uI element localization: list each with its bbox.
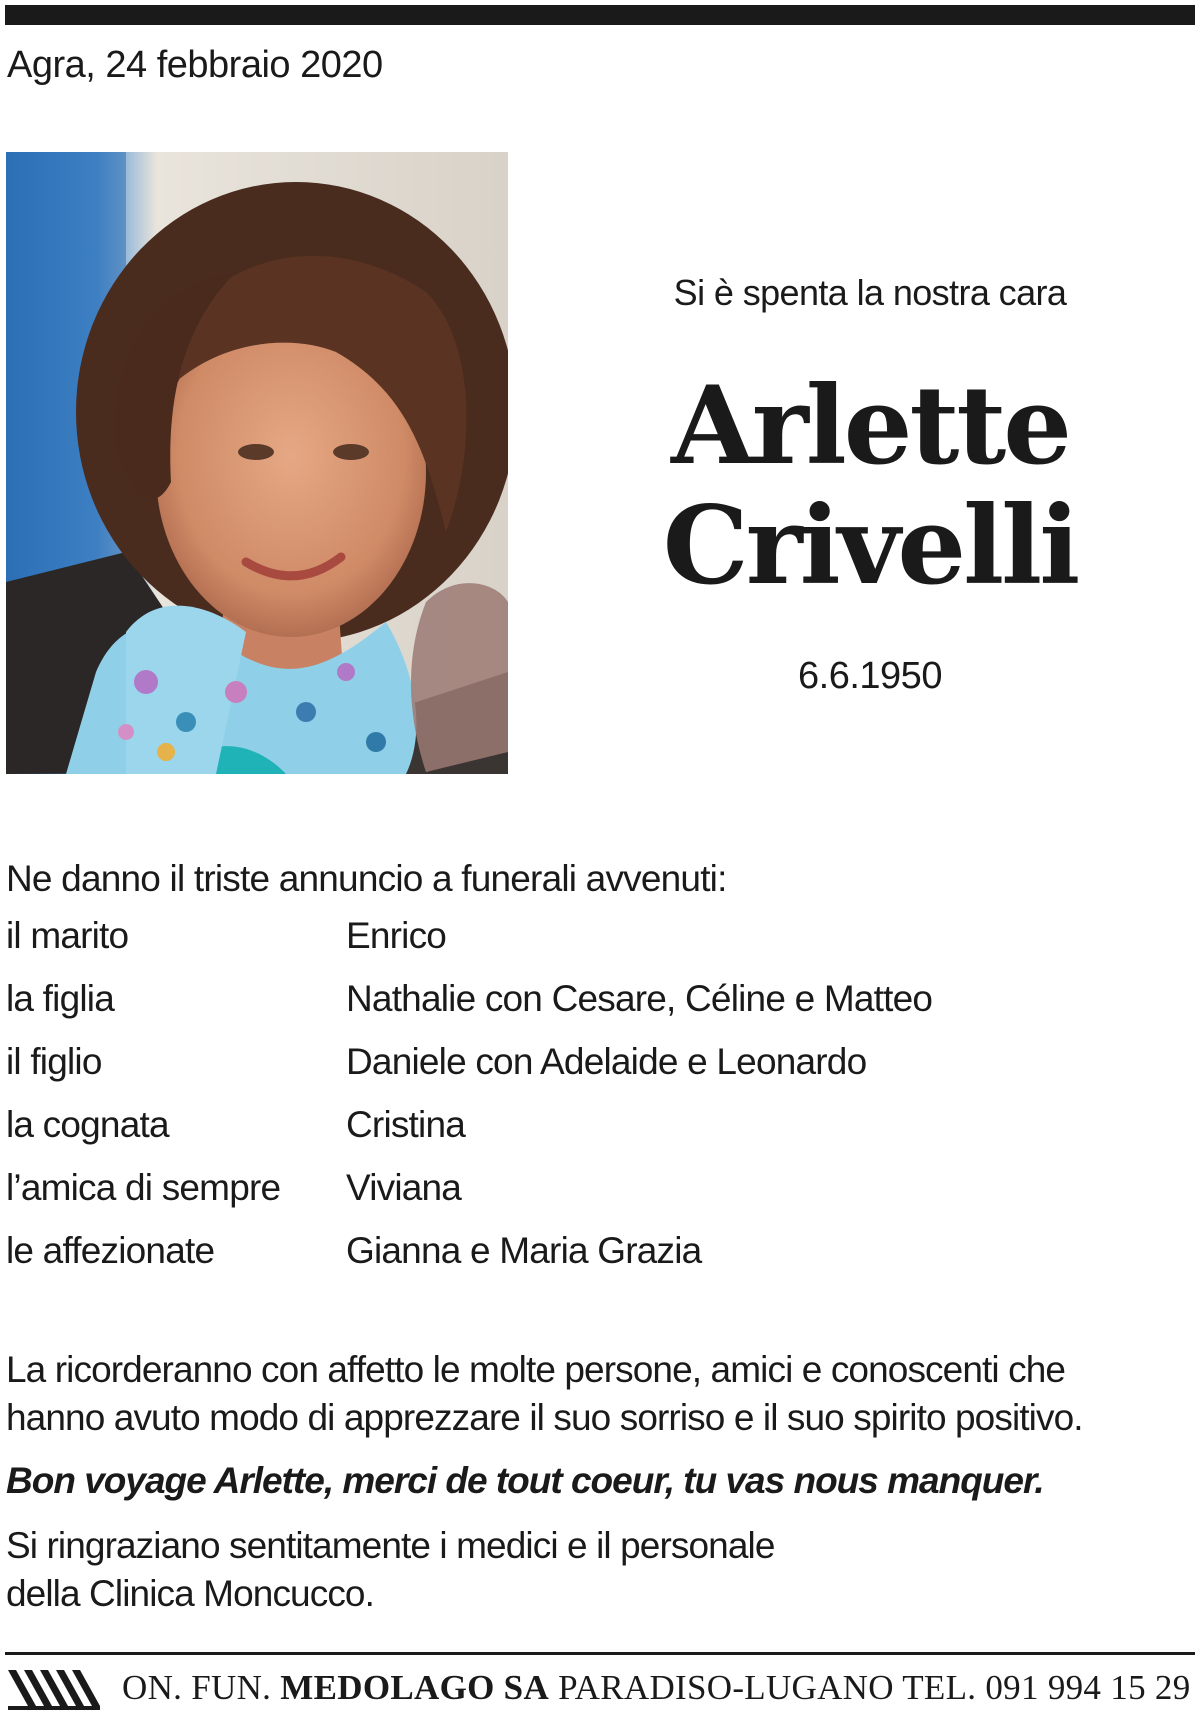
mourner-relation: l’amica di sempre xyxy=(6,1167,281,1208)
top-rule xyxy=(5,5,1195,25)
first-name: Arlette xyxy=(671,363,1069,489)
remembrance-line: La ricorderanno con affetto le molte persone, amici e conoscenti che xyxy=(6,1349,1066,1390)
mourner-names: Cristina xyxy=(346,1104,466,1145)
mourner-names: Daniele con Adelaide e Leonardo xyxy=(346,1041,867,1082)
thanks-paragraph xyxy=(6,1522,775,1618)
mourner-row xyxy=(6,978,1186,1041)
portrait-photo xyxy=(6,152,508,774)
mourner-names: Enrico xyxy=(346,915,447,956)
mourner-row xyxy=(6,915,1186,978)
mourner-row xyxy=(6,1230,1186,1293)
mourner-row xyxy=(6,1167,1186,1230)
birth-date: 6.6.1950 xyxy=(798,655,942,697)
mourner-names: Viviana xyxy=(346,1167,462,1208)
thanks-line: Si ringraziano sentitamente i medici e il personale xyxy=(6,1525,775,1566)
footer-prefix: ON. FUN. xyxy=(122,1668,272,1707)
portrait-illustration xyxy=(6,152,508,774)
announcement-text: Ne danno il triste annuncio a funerali avvenuti: xyxy=(6,858,727,899)
footer-brand: MEDOLAGO SA xyxy=(280,1668,550,1707)
funeral-home-logo-icon xyxy=(6,1662,102,1712)
funeral-home-contact xyxy=(122,1668,1191,1708)
mourner-relation: il figlio xyxy=(6,1041,102,1082)
mourner-relation: la figlia xyxy=(6,978,114,1019)
last-name: Crivelli xyxy=(662,483,1078,609)
place-date: Agra, 24 febbraio 2020 xyxy=(7,44,383,86)
bottom-rule xyxy=(5,1652,1195,1655)
farewell-text: Bon voyage Arlette, merci de tout coeur, tu vas nous manquer. xyxy=(6,1460,1044,1501)
thanks-line: della Clinica Moncucco. xyxy=(6,1573,374,1614)
mourner-relation: la cognata xyxy=(6,1104,169,1145)
mourner-names: Gianna e Maria Grazia xyxy=(346,1230,702,1271)
intro-text: Si è spenta la nostra cara xyxy=(673,272,1067,313)
remembrance-paragraph xyxy=(6,1346,1196,1442)
mourner-relation: le affezionate xyxy=(6,1230,215,1271)
remembrance-line: hanno avuto modo di apprezzare il suo sorriso e il suo spirito positivo. xyxy=(6,1397,1083,1438)
mourner-row xyxy=(6,1104,1186,1167)
mourner-names: Nathalie con Cesare, Céline e Matteo xyxy=(346,978,933,1019)
mourner-row xyxy=(6,1041,1186,1104)
funeral-home-footer xyxy=(6,1660,1196,1716)
footer-suffix: PARADISO-LUGANO TEL. 091 994 15 29 xyxy=(558,1668,1191,1707)
mourner-relation: il marito xyxy=(6,915,129,956)
mourners-list xyxy=(6,915,1186,1293)
